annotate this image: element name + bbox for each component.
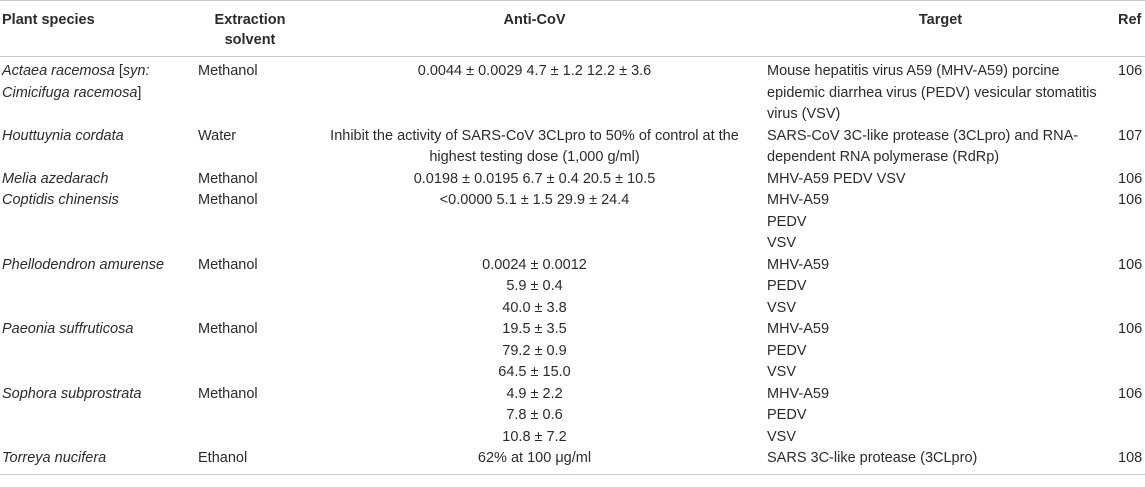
table-row <box>0 57 1145 126</box>
cell-extraction-solvent: Ethanol <box>198 450 248 466</box>
cell-ref: 108 <box>1118 450 1143 466</box>
cell-anti-cov <box>304 319 765 384</box>
target-value: PEDV <box>767 342 807 359</box>
cell-target <box>765 319 1116 384</box>
cell-ref: 106 <box>1118 170 1143 187</box>
cell-target <box>765 384 1116 449</box>
cell-target <box>765 448 1116 474</box>
cell-plant-species: Melia azedarach <box>2 170 109 187</box>
cell-anti-cov <box>304 448 765 474</box>
cell-ref: 106 <box>1118 256 1143 273</box>
anti-cov-value: 62% at 100 μg/ml <box>477 450 592 466</box>
cell-ref: 106 <box>1118 385 1143 402</box>
cell-target <box>765 57 1116 126</box>
cell-plant-species: Coptidis chinensis <box>2 192 119 208</box>
cell-anti-cov <box>304 169 765 191</box>
cell-ref: 106 <box>1118 63 1143 79</box>
table-row <box>0 190 1145 255</box>
cell-plant-species: Actaea racemosa [syn: Cimicifuga racemosa] <box>2 63 150 101</box>
target-value: MHV-A59 <box>767 256 830 273</box>
header-ref: Ref <box>1118 12 1142 28</box>
species-synonym: Cimicifuga racemosa <box>2 84 138 101</box>
table-row <box>0 384 1145 449</box>
table-row <box>0 255 1145 320</box>
anti-cov-value: 64.5 ± 15.0 <box>498 364 571 380</box>
anti-cov-value: 0.0044 ± 0.0029 4.7 ± 1.2 12.2 ± 3.6 <box>417 63 652 79</box>
cell-anti-cov <box>304 255 765 320</box>
cell-ref: 106 <box>1118 321 1143 337</box>
cell-plant-species: Phellodendron amurense <box>2 256 165 273</box>
anti-cov-value: 4.9 ± 2.2 <box>506 385 563 402</box>
table-row <box>0 169 1145 191</box>
target-value: MHV-A59 <box>767 192 830 208</box>
cell-extraction-solvent: Methanol <box>198 192 258 208</box>
target-value: MHV-A59 <box>767 385 830 402</box>
target-value: VSV <box>767 364 797 380</box>
cell-target <box>765 255 1116 320</box>
cell-extraction-solvent: Methanol <box>198 63 258 79</box>
cell-plant-species: Houttuynia cordata <box>2 127 124 144</box>
target-value: PEDV <box>767 213 807 230</box>
cell-anti-cov <box>304 126 765 169</box>
cell-plant-species: Sophora subprostrata <box>2 385 142 402</box>
header-anti-cov: Anti-CoV <box>503 12 566 28</box>
cell-anti-cov <box>304 57 765 126</box>
header-extraction-solvent: Extraction solvent <box>214 12 286 48</box>
table-row <box>0 126 1145 169</box>
target-value: SARS 3C-like protease (3CLpro) <box>767 450 978 466</box>
table-row <box>0 448 1145 474</box>
anti-cov-value: 5.9 ± 0.4 <box>506 278 563 294</box>
target-value: SARS-CoV 3C-like protease (3CLpro) and RNA-dependent RNA polymerase (RdRp) <box>767 127 1079 165</box>
cell-target <box>765 126 1116 169</box>
anti-cov-value: 79.2 ± 0.9 <box>502 342 567 359</box>
cell-ref: 107 <box>1118 127 1143 144</box>
header-target: Target <box>918 12 963 28</box>
anti-cov-value: Inhibit the activity of SARS-CoV 3CLpro to 50% of control at the highest testing dose (1,000 g/ml) <box>330 127 739 165</box>
anti-cov-value: 10.8 ± 7.2 <box>502 428 567 445</box>
target-value: VSV <box>767 428 797 445</box>
table-row <box>0 319 1145 384</box>
anti-cov-value: 19.5 ± 3.5 <box>502 321 567 337</box>
synonym-marker: syn: <box>122 63 150 79</box>
target-value: Mouse hepatitis virus A59 (MHV-A59) porcine epidemic diarrhea virus (PEDV) vesicular stomatitis virus (VSV) <box>767 63 1097 122</box>
cell-target <box>765 190 1116 255</box>
cell-extraction-solvent: Methanol <box>198 385 258 402</box>
cell-anti-cov <box>304 384 765 449</box>
cell-extraction-solvent: Water <box>198 127 237 144</box>
cell-extraction-solvent: Methanol <box>198 321 258 337</box>
cell-extraction-solvent: Methanol <box>198 170 258 187</box>
cell-anti-cov <box>304 190 765 255</box>
species-name: Actaea racemosa <box>2 63 115 79</box>
target-value: VSV <box>767 235 797 251</box>
cell-plant-species: Paeonia suffruticosa <box>2 321 134 337</box>
target-value: PEDV <box>767 407 807 423</box>
anti-cov-value: 7.8 ± 0.6 <box>506 407 563 423</box>
cell-extraction-solvent: Methanol <box>198 256 258 273</box>
target-value: VSV <box>767 299 797 316</box>
anti-cov-value: 0.0198 ± 0.0195 6.7 ± 0.4 20.5 ± 10.5 <box>413 170 656 187</box>
header-plant-species: Plant species <box>2 12 95 28</box>
cell-target <box>765 169 1116 191</box>
cell-ref: 106 <box>1118 192 1143 208</box>
cell-plant-species: Torreya nucifera <box>2 450 107 466</box>
header-row <box>0 1 1145 57</box>
target-value: MHV-A59 <box>767 321 830 337</box>
target-value: PEDV <box>767 278 807 294</box>
anti-cov-value: <0.0000 5.1 ± 1.5 29.9 ± 24.4 <box>439 192 630 208</box>
anti-cov-value: 0.0024 ± 0.0012 <box>482 256 587 273</box>
target-value: MHV-A59 PEDV VSV <box>767 170 906 187</box>
anti-cov-value: 40.0 ± 3.8 <box>502 299 567 316</box>
